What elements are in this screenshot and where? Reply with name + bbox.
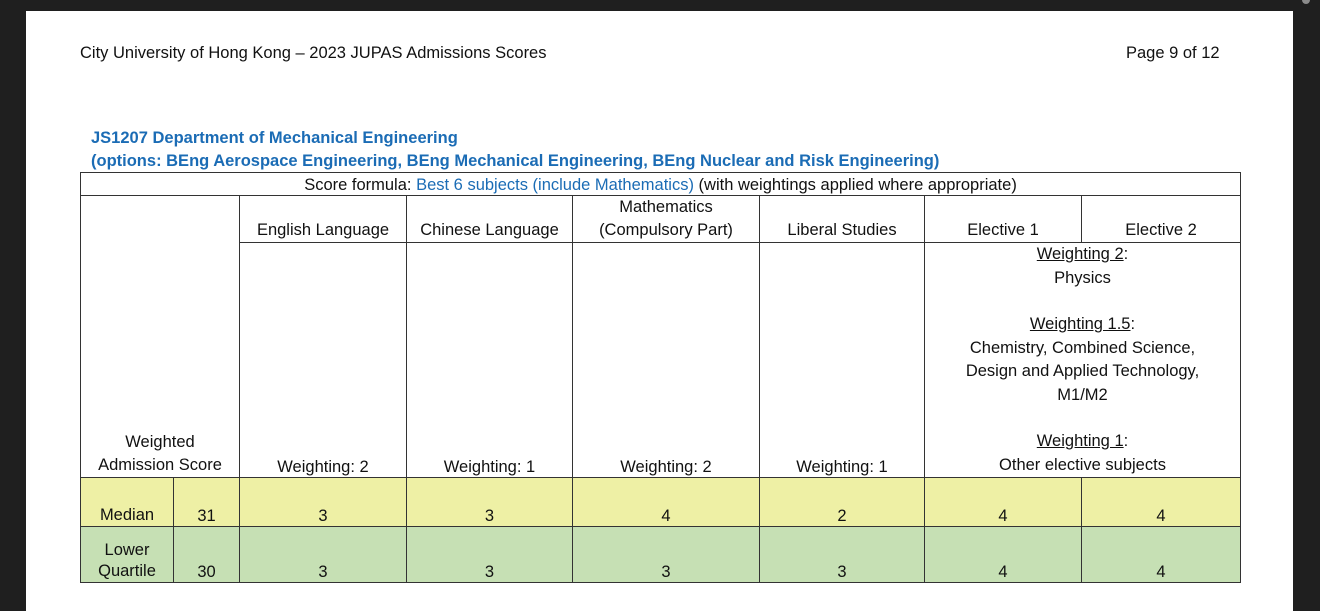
median-mathematics: 4 xyxy=(573,478,760,527)
median-chinese: 3 xyxy=(407,478,573,527)
score-formula xyxy=(81,173,1241,196)
weighting-english: Weighting: 2 xyxy=(240,243,407,478)
elective-weighting-2: Weighting 2: xyxy=(1036,245,1129,263)
program-options: (options: BEng Aerospace Engineering, BEng Mechanical Engineering, BEng Nuclear and Risk Engineering) xyxy=(91,152,940,170)
table-row-median xyxy=(81,478,1241,527)
col-english: English Language xyxy=(240,196,407,243)
page-number: Page 9 of 12 xyxy=(1126,44,1220,62)
row-label-median: Median xyxy=(81,478,174,527)
median-liberal-studies: 2 xyxy=(760,478,925,527)
score-formula-note: (with weightings applied where appropriate) xyxy=(698,176,1017,194)
lower-quartile-chinese: 3 xyxy=(407,527,573,583)
score-formula-row xyxy=(81,173,1241,196)
col-elective-1: Elective 1 xyxy=(925,196,1082,243)
weighting-row xyxy=(81,243,1241,478)
lower-quartile-mathematics: 3 xyxy=(573,527,760,583)
weighting-liberal-studies: Weighting: 1 xyxy=(760,243,925,478)
elective-weighting-1-5: Weighting 1.5: xyxy=(1029,315,1136,333)
score-formula-label: Score formula: xyxy=(304,176,412,194)
weighting-chinese: Weighting: 1 xyxy=(407,243,573,478)
median-english: 3 xyxy=(240,478,407,527)
table-row-lower-quartile xyxy=(81,527,1241,583)
weighting-electives: Weighting 2: Physics Weighting 1.5: Chemistry, Combined Science, Design and Applied Technology, M1/M2 Weighting 1: Other elective subjects xyxy=(925,243,1241,478)
program-title: JS1207 Department of Mechanical Engineering xyxy=(91,129,458,147)
col-elective-2: Elective 2 xyxy=(1082,196,1241,243)
weighting-mathematics: Weighting: 2 xyxy=(573,243,760,478)
row-label-lower-quartile: Lower Quartile xyxy=(81,527,174,583)
lower-quartile-elective-2: 4 xyxy=(1082,527,1241,583)
median-elective-1: 4 xyxy=(925,478,1082,527)
median-elective-2: 4 xyxy=(1082,478,1241,527)
elective-weighting-1: Weighting 1: xyxy=(1036,432,1129,450)
document-page xyxy=(26,11,1293,611)
col-chinese: Chinese Language xyxy=(407,196,573,243)
lower-quartile-liberal-studies: 3 xyxy=(760,527,925,583)
col-liberal-studies: Liberal Studies xyxy=(760,196,925,243)
admission-score-table xyxy=(80,172,1241,583)
document-header-title: City University of Hong Kong – 2023 JUPAS Admissions Scores xyxy=(80,44,547,62)
score-formula-subjects: Best 6 subjects (include Mathematics) xyxy=(416,176,694,194)
window-corner-indicator xyxy=(1302,0,1310,4)
program-heading xyxy=(91,127,939,173)
subject-header-row xyxy=(81,196,1241,243)
lower-quartile-elective-1: 4 xyxy=(925,527,1082,583)
lower-quartile-english: 3 xyxy=(240,527,407,583)
col-mathematics: Mathematics (Compulsory Part) xyxy=(573,196,760,243)
median-weighted-score: 31 xyxy=(174,478,240,527)
weighted-admission-score-header: Weighted Admission Score xyxy=(81,196,240,478)
lower-quartile-weighted-score: 30 xyxy=(174,527,240,583)
